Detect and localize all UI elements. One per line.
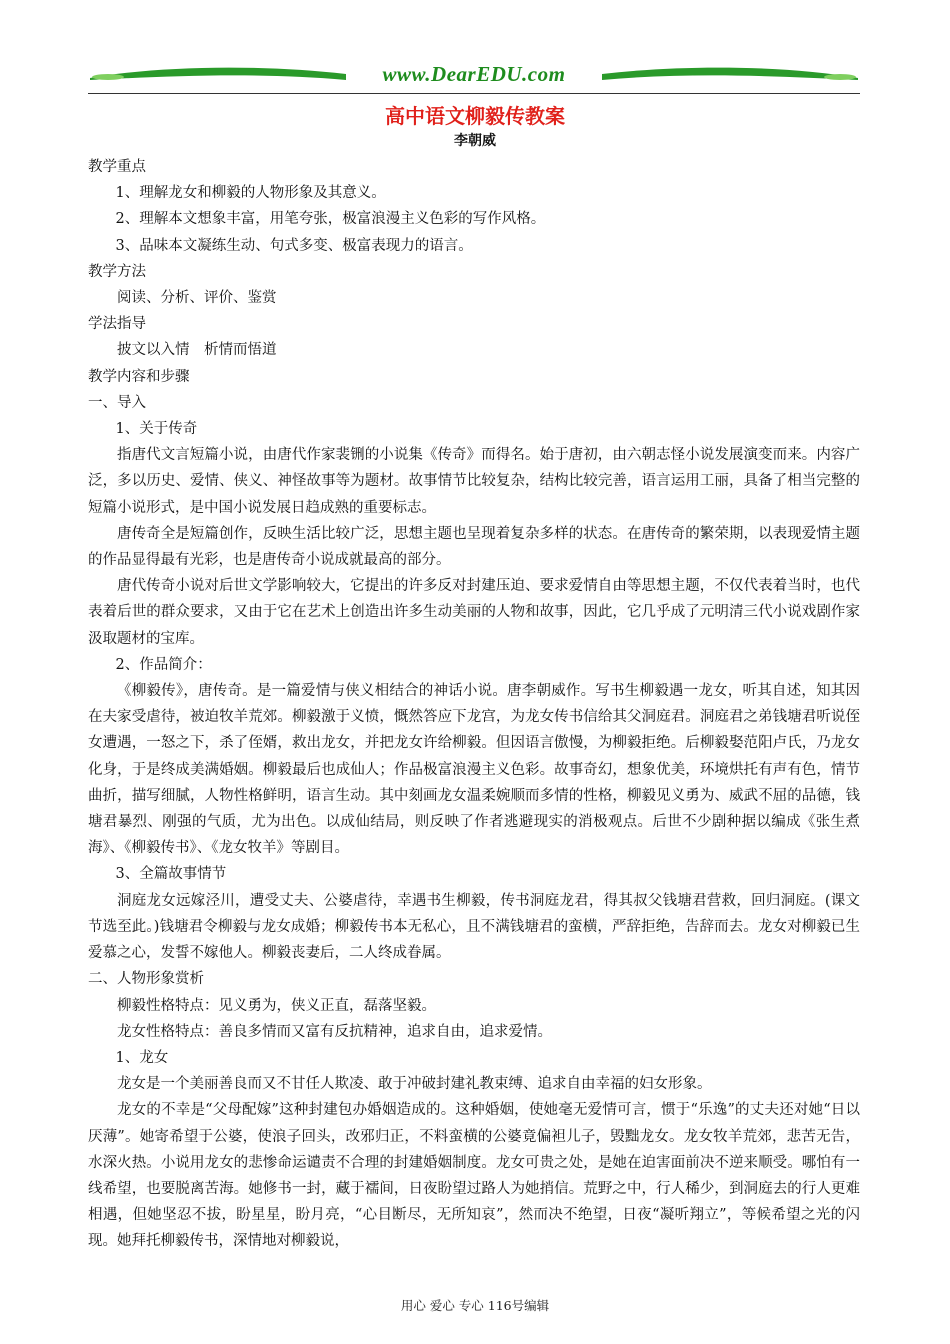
section-heading: 教学方法	[88, 263, 146, 280]
list-item: 1、理解龙女和柳毅的人物形象及其意义。	[115, 185, 386, 202]
subsection-heading: 3、全篇故事情节	[115, 866, 227, 883]
document-title: 高中语文柳毅传教案	[385, 104, 565, 128]
section-heading: 教学重点	[88, 159, 146, 175]
list-item: 3、品味本文凝练生动、句式多变、极富表现力的语言。	[115, 237, 473, 254]
section-heading: 一、导入	[88, 394, 146, 411]
section-heading: 二、人物形象赏析	[88, 971, 204, 988]
header-rule	[88, 93, 860, 94]
document-author: 李朝威	[454, 133, 496, 149]
section-heading: 学法指导	[88, 316, 146, 333]
site-header	[88, 58, 860, 90]
section-heading: 教学内容和步骤	[88, 368, 190, 385]
page-footer: 用心 爱心 专心 116号编辑	[400, 1298, 550, 1313]
subsection-heading: 2、作品简介：	[115, 656, 212, 673]
paragraph: 《柳毅传》，唐传奇。是一篇爱情与侠义相结合的神话小说。唐李朝威作。写书生柳毅遇一龙女，听其自述，知其因在夫家受虐待，被迫牧羊荒郊。柳毅激于义愤，慨然答应下龙宫，为龙女传书信给其父洞庭君。洞庭君之弟钱塘君听说侄女遭遇，一怒之下，杀了侄婿，救出龙女，并把龙女许给柳毅。但因语言傲慢，为柳毅拒绝。后柳毅娶范阳卢氏，乃龙女化身，于是终成美满婚姻。柳毅最后也成仙人；作品极富浪漫主义色彩。故事奇幻，想象优美，环境烘托有声有色，情节曲折，描写细腻，人物性格鲜明，语言生动。其中刻画龙女温柔婉顺而多情的性格，柳毅见义勇为、威武不屈的品德，钱塘君暴烈、刚强的气质，尤为出色。以成仙结局，则反映了作者逃避现实的消极观点。后世不少剧种据以编成《张生煮海》、《柳毅传书》、《龙女牧羊》等剧目。	[88, 683, 860, 857]
paragraph: 唐传奇全是短篇创作，反映生活比较广泛，思想主题也呈现着复杂多样的状态。在唐传奇的繁荣期，以表现爱情主题的作品显得最有光彩，也是唐传奇小说成就最高的部分。	[88, 525, 860, 569]
paragraph: 唐代传奇小说对后世文学影响较大，它提出的许多反对封建压迫、要求爱情自由等思想主题，不仅代表着当时，也代表着后世的群众要求，又由于它在艺术上创造出许多生动美丽的人物和故事，因此，它几乎成了元明清三代小说戏剧作家汲取题材的宝库。	[88, 578, 860, 647]
document-body	[88, 154, 860, 1255]
list-item: 2、理解本文想象丰富，用笔夸张，极富浪漫主义色彩的写作风格。	[115, 211, 546, 228]
subsection-heading: 1、龙女	[115, 1049, 169, 1066]
paragraph: 龙女的不幸是“父母配嫁”这种封建包办婚姻造成的。这种婚姻，使她毫无爱情可言，惯于“乐逸”的丈夫还对她“日以厌薄”。她寄希望于公婆，使浪子回头，改邪归正，不料蛮横的公婆竟偏袒儿子，毁黜龙女。龙女牧羊荒郊，悲苦无告，水深火热。小说用龙女的悲惨命运谴责不合理的封建婚姻制度。龙女可贵之处，是她在迫害面前决不逆来顺受。哪怕有一线希望，也要脱离苦海。她修书一封，藏于襦间，日夜盼望过路人为她捎信。荒野之中，行人稀少，到洞庭去的行人更难相遇，但她坚忍不拔，盼星星，盼月亮，“心目断尽，无所知哀”，然而决不绝望，日夜“凝听翔立”，等候希望之光的闪现。她拜托柳毅传书，深情地对柳毅说，	[88, 1102, 860, 1250]
paragraph: 洞庭龙女远嫁泾川，遭受丈夫、公婆虐待，幸遇书生柳毅，传书洞庭龙君，得其叔父钱塘君营救，回归洞庭。(课文节选至此。)钱塘君令柳毅与龙女成婚；柳毅传书本无私心，且不满钱塘君的蛮横，严辞拒绝，告辞而去。龙女对柳毅已生爱慕之心，发誓不嫁他人。柳毅丧妻后，二人终成眷属。	[88, 892, 860, 962]
paragraph: 披文以入情 析情而悟道	[117, 342, 277, 359]
paragraph: 柳毅性格特点：见义勇为，侠义正直，磊落坚毅。	[117, 997, 436, 1014]
paragraph: 阅读、分析、评价、鉴赏	[117, 290, 277, 307]
paragraph: 龙女是一个美丽善良而又不甘任人欺凌、敢于冲破封建礼教束缚、追求自由幸福的妇女形象。	[117, 1076, 712, 1093]
site-brand[interactable]: www.DearEDU.com	[382, 62, 566, 86]
subsection-heading: 1、关于传奇	[115, 421, 198, 438]
paragraph: 龙女性格特点：善良多情而又富有反抗精神，追求自由，追求爱情。	[117, 1023, 552, 1040]
paragraph: 指唐代文言短篇小说，由唐代作家裴铏的小说集《传奇》而得名。始于唐初，由六朝志怪小说发展演变而来。内容广泛，多以历史、爱情、侠义、神怪故事等为题材。故事情节比较复杂，结构比较完善，语言运用工丽，具备了相当完整的短篇小说形式，是中国小说发展日趋成熟的重要标志。	[88, 447, 860, 516]
